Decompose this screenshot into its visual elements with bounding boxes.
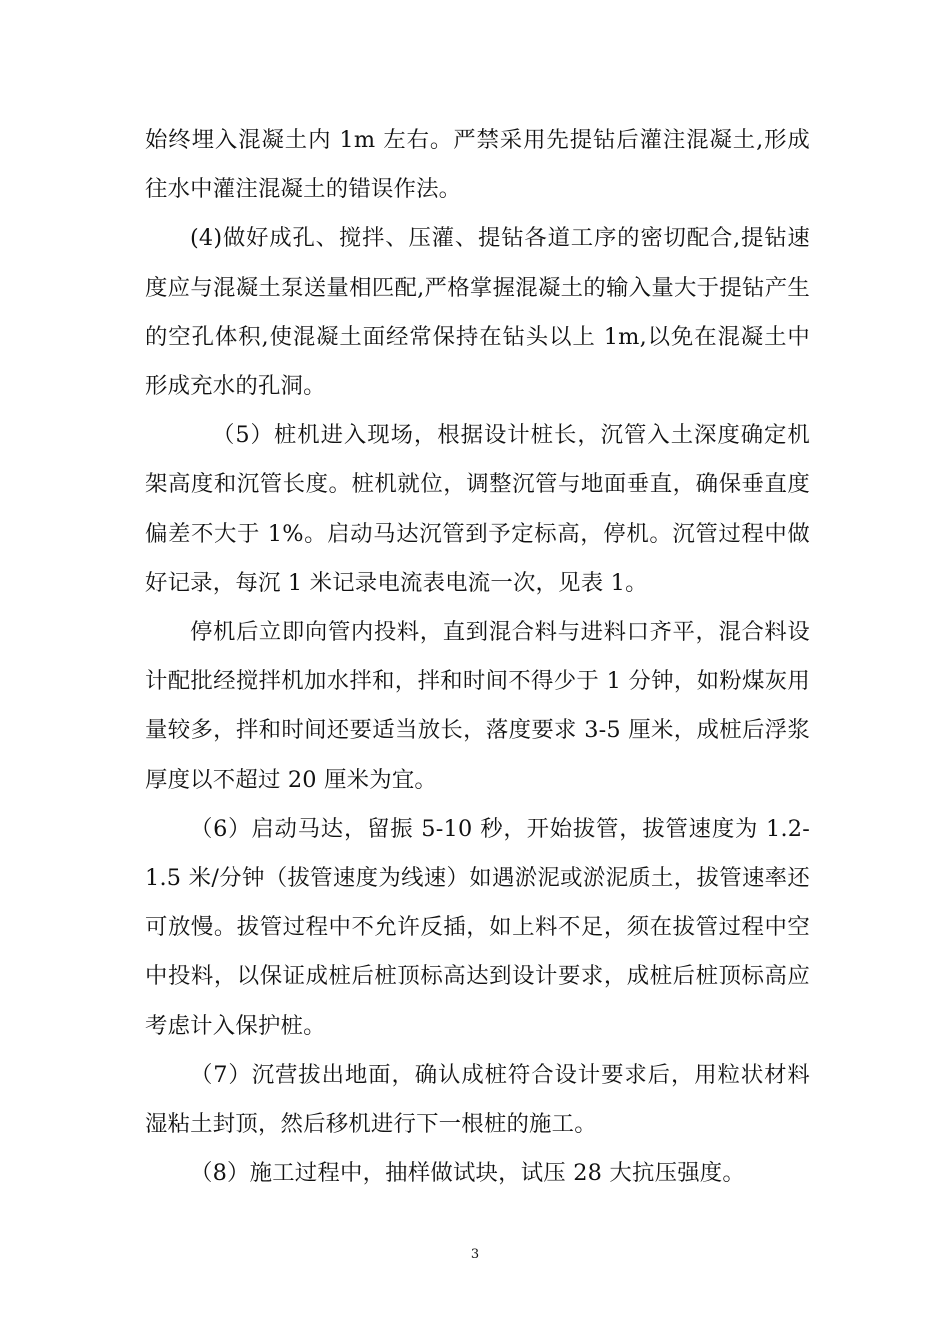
paragraph-feeding: 停机后立即向管内投料，直到混合料与进料口齐平，混合料设计配批经搅拌机加水拌和，拌和时间不得少于 1 分钟，如粉煤灰用量较多，拌和时间还要适当放长，落度要求 3-5 厘米，成桩后浮浆厚度以不超过 20 厘米为宜。: [145, 619, 810, 793]
paragraph-continuation: 始终埋入混凝土内 1m 左右。严禁采用先提钻后灌注混凝土,形成往水中灌注混凝土的错误作法。: [145, 127, 810, 203]
paragraph-item-8: （8）施工过程中，抽样做试块，试压 28 大抗压强度。: [190, 1160, 745, 1187]
paragraph-item-5: （5）桩机进入现场，根据设计桩长，沉管入土深度确定机架高度和沉管长度。桩机就位，调整沉管与地面垂直，确保垂直度偏差不大于 1%。启动马达沉管到予定标高，停机。沉管过程中做好记录，每沉 1 米记录电流表电流一次，见表 1。: [145, 422, 810, 596]
paragraph-item-6: （6）启动马达，留振 5-10 秒，开始拔管，拔管速度为 1.2-1.5 米/分钟（拔管速度为线速）如遇淤泥或淤泥质土，拔管速率还可放慢。拔管过程中不允许反插，如上料不足，须在拔管过程中空中投料，以保证成桩后桩顶标高达到设计要求，成桩后桩顶标高应考虑计入保护桩。: [145, 815, 810, 1039]
page-number: 3: [470, 1247, 480, 1262]
paragraph-item-7: （7）沉营拔出地面，确认成桩符合设计要求后，用粒状材料湿粘土封顶，然后移机进行下一根桩的施工。: [145, 1061, 810, 1138]
paragraph-item-4: (4)做好成孔、搅拌、压灌、提钻各道工序的密切配合,提钻速度应与混凝土泵送量相匹配,严格掌握混凝土的输入量大于提钻产生的空孔体积,使混凝土面经常保持在钻头以上 1m,以免在混凝土中形成充水的孔洞。: [145, 225, 810, 400]
body-text: [145, 116, 810, 1198]
